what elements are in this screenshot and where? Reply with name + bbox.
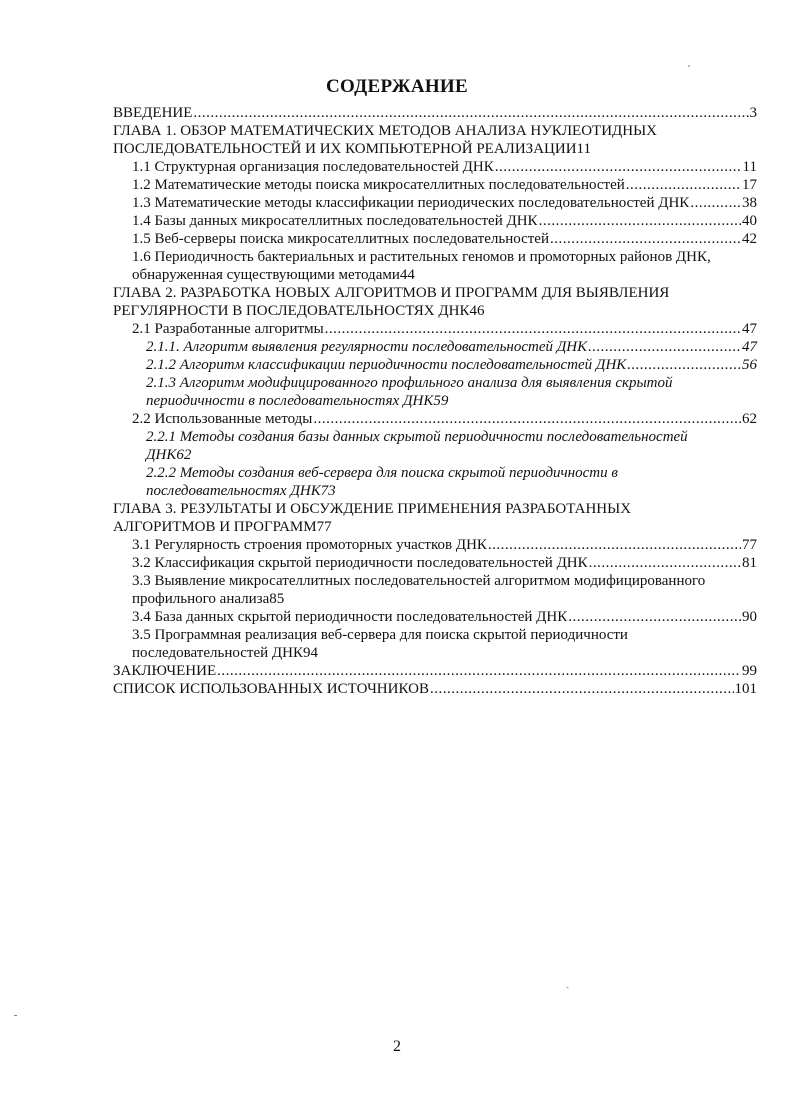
toc-entry-text: 3.3 Выявление микросателлитных последовательностей алгоритмом модифицированного <box>132 573 706 589</box>
toc-entry-text: 2.2 Использованные методы <box>132 411 313 427</box>
toc-page-number: 99 <box>742 663 757 679</box>
leader-dots <box>217 662 741 680</box>
toc-page-number: 38 <box>742 195 757 211</box>
toc-entry-text: ВВЕДЕНИЕ <box>113 105 193 121</box>
scan-speck: ʹ <box>688 64 691 75</box>
toc-entry-text: 2.1.1. Алгоритм выявления регулярности последовательностей ДНК <box>146 339 588 355</box>
toc-page-number: 77 <box>742 537 757 553</box>
toc-entry-text: 1.1 Структурная организация последовательностей ДНК <box>132 159 494 175</box>
page-title: СОДЕРЖАНИЕ <box>326 76 468 97</box>
toc-entry-text: 1.2 Математические методы поиска микросателлитных последовательностей <box>132 177 625 193</box>
toc-entry-text-cont: последовательностях ДНК <box>146 483 321 499</box>
toc-entry-text: 2.1.2 Алгоритм классификации периодичности последовательностей ДНК <box>146 357 627 373</box>
toc-entry-chapter-3[interactable] <box>113 500 757 536</box>
scan-speck: ˎ <box>566 978 570 989</box>
toc-page-number: 46 <box>469 303 485 319</box>
toc-entry-1-5[interactable] <box>113 230 757 248</box>
toc-page-number: 44 <box>399 267 415 283</box>
toc-entry-text: 1.6 Периодичность бактериальных и растительных геномов и промоторных районов ДНК, <box>132 249 711 265</box>
toc-entry-2-1-1[interactable] <box>113 338 757 356</box>
leader-dots <box>193 104 748 122</box>
toc-entry-2-2[interactable] <box>113 410 757 428</box>
toc-entry-text-cont: АЛГОРИТМОВ И ПРОГРАММ <box>113 519 317 535</box>
toc-page-number: 101 <box>734 681 757 697</box>
toc-entry-3-5[interactable] <box>113 626 757 662</box>
toc-entry-text: ГЛАВА 3. РЕЗУЛЬТАТЫ И ОБСУЖДЕНИЕ ПРИМЕНЕНИЯ РАЗРАБОТАННЫХ <box>113 501 632 517</box>
toc-entry-text-cont: ПОСЛЕДОВАТЕЛЬНОСТЕЙ И ИХ КОМПЬЮТЕРНОЙ РЕАЛИЗАЦИИ <box>113 141 577 157</box>
toc-page-number: 3 <box>749 105 757 121</box>
toc-entry-text: СПИСОК ИСПОЛЬЗОВАННЫХ ИСТОЧНИКОВ <box>113 681 429 697</box>
toc-page-number: 11 <box>576 141 591 157</box>
toc-page-number: 17 <box>742 177 757 193</box>
toc-page-number: 62 <box>176 447 192 463</box>
toc-entry-3-2[interactable] <box>113 554 757 572</box>
toc-entry-text: 1.3 Математические методы классификации периодических последовательностей ДНК <box>132 195 690 211</box>
leader-dots <box>626 176 741 194</box>
toc-page-number: 40 <box>742 213 757 229</box>
leader-dots <box>589 554 741 572</box>
toc-entry-text: 2.1 Разработанные алгоритмы <box>132 321 324 337</box>
table-of-contents <box>113 104 757 698</box>
toc-entry-text-cont: РЕГУЛЯРНОСТИ В ПОСЛЕДОВАТЕЛЬНОСТЯХ ДНК <box>113 303 470 319</box>
toc-entry-text: 3.5 Программная реализация веб-сервера для поиска скрытой периодичности <box>132 627 628 643</box>
toc-entry-3-4[interactable] <box>113 608 757 626</box>
toc-entry-text-cont: последовательностей ДНК <box>132 645 303 661</box>
leader-dots <box>588 338 741 356</box>
toc-entry-3-1[interactable] <box>113 536 757 554</box>
toc-entry-text: 3.1 Регулярность строения промоторных участков ДНК <box>132 537 487 553</box>
leader-dots <box>568 608 741 626</box>
toc-entry-1-2[interactable] <box>113 176 757 194</box>
toc-entry-intro[interactable] <box>113 104 757 122</box>
toc-entry-text: 3.2 Классификация скрытой периодичности последовательностей ДНК <box>132 555 588 571</box>
toc-entry-chapter-1[interactable] <box>113 122 757 158</box>
toc-entry-chapter-2[interactable] <box>113 284 757 320</box>
toc-entry-text-cont: обнаруженная существующими методами <box>132 267 400 283</box>
toc-page-number: 73 <box>320 483 336 499</box>
page-number: 2 <box>393 1038 401 1055</box>
toc-page-number: 11 <box>742 159 757 175</box>
toc-entry-text: ЗАКЛЮЧЕНИЕ <box>113 663 217 679</box>
toc-entry-text-cont: ДНК <box>146 447 177 463</box>
toc-entry-2-2-2[interactable] <box>113 464 757 500</box>
toc-entry-2-1[interactable] <box>113 320 757 338</box>
toc-page-number: 77 <box>316 519 332 535</box>
toc-page-number: 47 <box>742 321 757 337</box>
toc-entry-2-1-2[interactable] <box>113 356 757 374</box>
toc-entry-text: 2.2.1 Методы создания базы данных скрытой периодичности последовательностей <box>146 429 688 445</box>
toc-entry-conclusion[interactable] <box>113 662 757 680</box>
toc-entry-2-2-1[interactable] <box>113 428 757 464</box>
toc-page-number: 59 <box>433 393 449 409</box>
toc-entry-text: 2.1.3 Алгоритм модифицированного профильного анализа для выявления скрытой <box>146 375 673 391</box>
leader-dots <box>550 230 741 248</box>
toc-entry-text: 2.2.2 Методы создания веб-сервера для поиска скрытой периодичности в <box>146 465 618 481</box>
leader-dots <box>627 356 741 374</box>
toc-page-number: 81 <box>742 555 757 571</box>
toc-entry-text-cont: периодичности в последовательностях ДНК <box>146 393 434 409</box>
leader-dots <box>313 410 741 428</box>
leader-dots <box>430 680 734 698</box>
toc-entry-3-3[interactable] <box>113 572 757 608</box>
leader-dots <box>539 212 741 230</box>
toc-entry-text: 3.4 База данных скрытой периодичности последовательностей ДНК <box>132 609 568 625</box>
toc-entry-1-1[interactable] <box>113 158 757 176</box>
toc-entry-1-3[interactable] <box>113 194 757 212</box>
toc-page-number: 47 <box>742 339 757 355</box>
leader-dots <box>690 194 741 212</box>
toc-page-number: 90 <box>742 609 757 625</box>
toc-page-number: 85 <box>269 591 285 607</box>
leader-dots <box>488 536 741 554</box>
toc-entry-text-cont: профильного анализа <box>132 591 270 607</box>
leader-dots <box>495 158 742 176</box>
toc-entry-2-1-3[interactable] <box>113 374 757 410</box>
toc-page-number: 56 <box>742 357 757 373</box>
toc-entry-text: 1.5 Веб-серверы поиска микросателлитных последовательностей <box>132 231 549 247</box>
toc-entry-references[interactable] <box>113 680 757 698</box>
scan-speck: - <box>14 1010 18 1021</box>
toc-page-number: 62 <box>742 411 757 427</box>
toc-entry-text: 1.4 Базы данных микросателлитных последовательностей ДНК <box>132 213 538 229</box>
toc-entry-1-4[interactable] <box>113 212 757 230</box>
leader-dots <box>325 320 741 338</box>
toc-page-number: 94 <box>302 645 318 661</box>
toc-entry-1-6[interactable] <box>113 248 757 284</box>
toc-entry-text: ГЛАВА 2. РАЗРАБОТКА НОВЫХ АЛГОРИТМОВ И ПРОГРАММ ДЛЯ ВЫЯВЛЕНИЯ <box>113 285 670 301</box>
toc-page-number: 42 <box>742 231 757 247</box>
toc-entry-text: ГЛАВА 1. ОБЗОР МАТЕМАТИЧЕСКИХ МЕТОДОВ АНАЛИЗА НУКЛЕОТИДНЫХ <box>113 123 658 139</box>
